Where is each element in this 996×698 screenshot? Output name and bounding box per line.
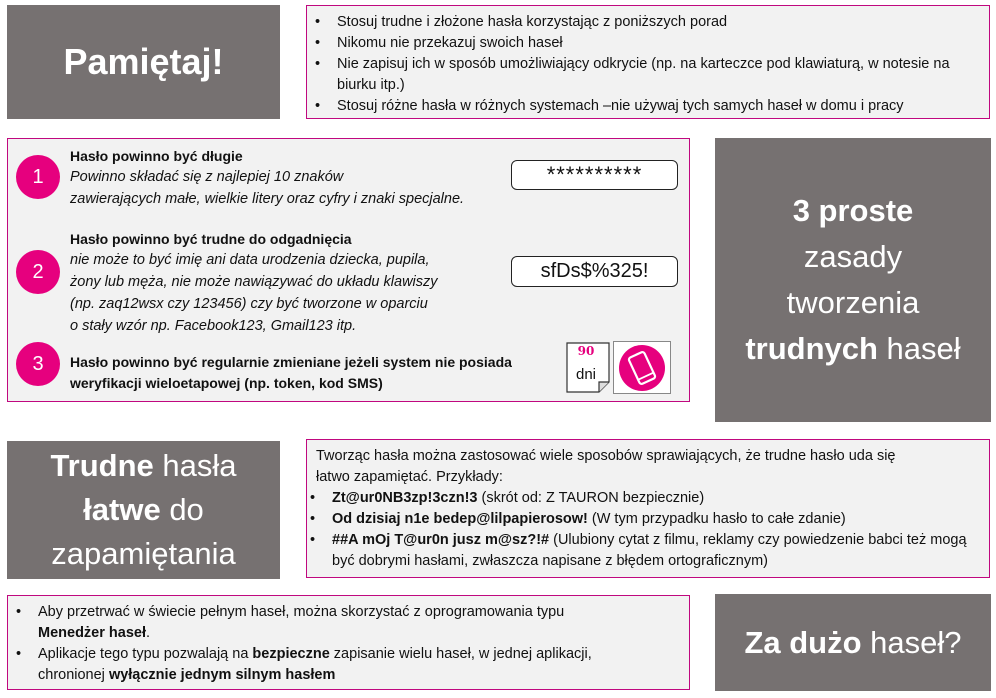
list-item: • Aby przetrwać w świecie pełnym haseł, można skorzystać z oprogramowania typu Menedżer haseł. — [8, 602, 681, 644]
tip-desc-line: nie może to być imię ani data urodzenia dziecka, pupila, — [70, 252, 430, 268]
tip-3 — [70, 352, 560, 394]
manager-list — [8, 602, 681, 686]
remember-panel — [306, 5, 990, 119]
tip-desc-line: o stały wzór np. Facebook123, Gmail123 itp. — [70, 318, 357, 334]
memorable-heading-line: Trudne hasła — [50, 448, 237, 483]
list-item: • Zt@ur0NB3zp!3czn!3 (skrót od: Z TAURON bezpiecznie) — [302, 488, 979, 509]
memorable-heading-box — [7, 441, 280, 579]
memorable-panel — [306, 439, 990, 578]
tip-desc-line: żony lub męża, nie może nawiązywać do układu klawiszy — [70, 274, 438, 290]
rules-heading-line: zasady — [803, 239, 903, 274]
calendar-number: 90 — [577, 344, 595, 358]
examples-list — [302, 488, 979, 572]
tip-number-1: 1 — [16, 155, 60, 199]
remember-heading-box — [7, 5, 280, 119]
phone-icon — [613, 341, 671, 394]
list-item: • Stosuj różne hasła w różnych systemach –nie używaj tych samych haseł w domu i pracy — [307, 96, 981, 117]
memorable-heading-line: zapamiętania — [51, 536, 236, 571]
manager-panel — [7, 595, 690, 690]
tip-desc-line: (np. zaq12wsx czy 123456) czy być tworzone w oparciu — [70, 296, 428, 312]
memorable-intro-line: łatwo zapamiętać. Przykłady: — [316, 469, 503, 485]
rules-heading-box — [715, 138, 991, 422]
manager-heading: Za dużo haseł? — [744, 624, 962, 660]
tip-title-line: weryfikacji wieloetapowej (np. token, kod SMS) — [70, 375, 383, 391]
rules-heading-line: tworzenia — [786, 285, 920, 320]
tip-number-3: 3 — [16, 342, 60, 386]
tip-desc-line: Powinno składać się z najlepiej 10 znaków — [70, 169, 344, 185]
list-item: • Aplikacje tego typu pozwalają na bezpieczne zapisanie wielu haseł, w jednej aplikacji, chronionej wyłącznie jednym silnym hasłem — [8, 644, 681, 686]
list-item: • Nikomu nie przekazuj swoich haseł — [307, 33, 981, 54]
calendar-label: dni — [575, 366, 597, 383]
list-item: • Od dzisiaj n1e bedep@lilpapierosow! (W tym przypadku hasło to całe zdanie) — [302, 509, 979, 530]
list-item: • Stosuj trudne i złożone hasła korzystając z poniższych porad — [307, 12, 981, 33]
tip-title-line: Hasło powinno być regularnie zmieniane jeżeli system nie posiada — [70, 354, 512, 370]
tip-desc-line: zawierających małe, wielkie litery oraz cyfry i znaki specjalne. — [70, 191, 465, 207]
manager-heading-box — [715, 594, 991, 691]
rules-heading-line: 3 proste — [792, 193, 914, 228]
memorable-intro-line: Tworząc hasła można zastosować wiele sposobów sprawiających, że trudne hasło uda się — [316, 448, 896, 464]
tip-2 — [70, 229, 510, 337]
tip-title: Hasło powinno być trudne do odgadnięcia — [70, 231, 352, 247]
list-item: • ##A mOj T@ur0n jusz m@sz?!# (Ulubiony cytat z filmu, reklamy czy powiedzenie babci też mogą być dobrymi hasłami, zwłaszcza napisane z błędem ortograficznym) — [302, 530, 979, 572]
remember-heading: Pamiętaj! — [63, 41, 224, 82]
tip-1 — [70, 146, 510, 210]
tip-number-2: 2 — [16, 250, 60, 294]
password-example-complex: sfDs$%325! — [511, 256, 678, 287]
password-example-long: ********** — [511, 160, 678, 190]
list-item: • Nie zapisuj ich w sposób umożliwiający odkrycie (np. na karteczce pod klawiaturą, w notesie na biurku itp.) — [307, 54, 981, 96]
memorable-heading-line: łatwe do — [83, 492, 204, 527]
rules-heading-line: trudnych haseł — [745, 331, 961, 366]
remember-list — [307, 12, 981, 117]
calendar-icon — [566, 342, 610, 393]
tip-title: Hasło powinno być długie — [70, 148, 243, 164]
